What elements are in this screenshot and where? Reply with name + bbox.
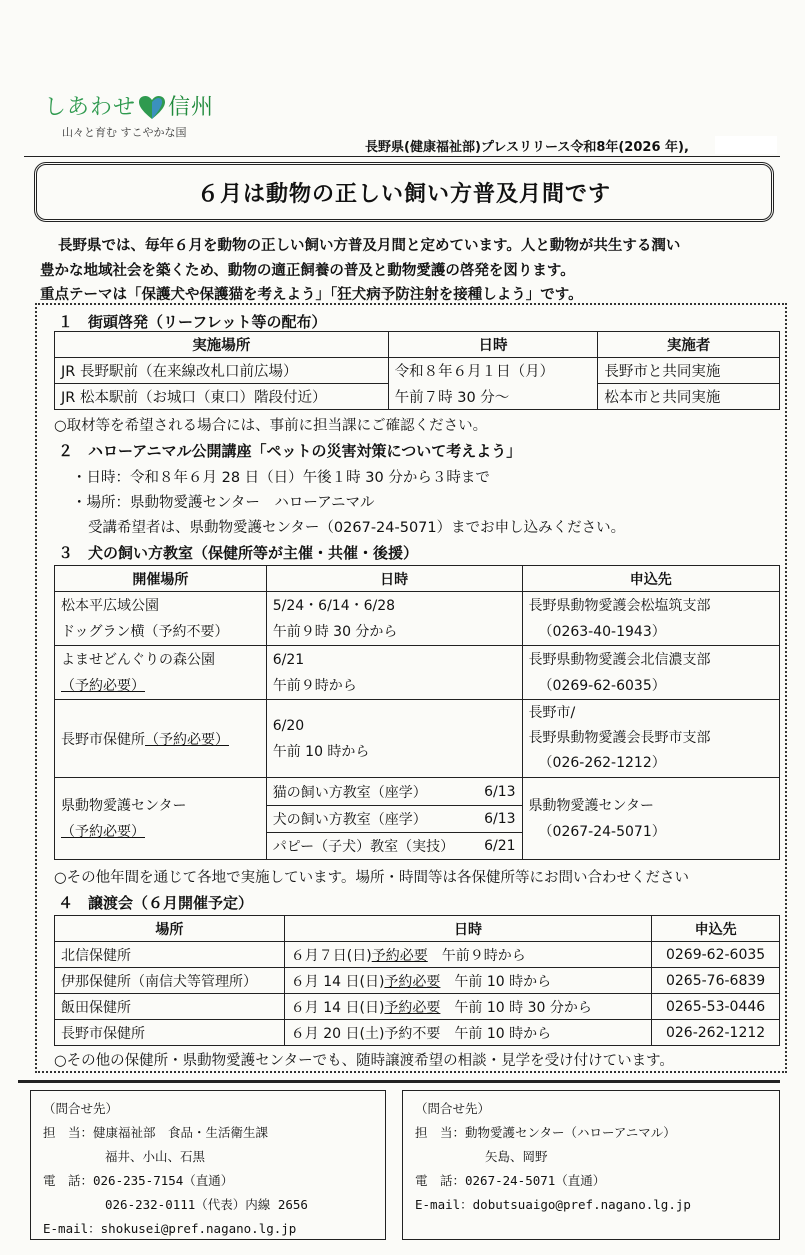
date-line: 午前 10 時から (272, 743, 370, 760)
section-2-apply: 受講希望者は、県動物愛護センター（0267-24-5071）までお申し込みください。 (88, 520, 626, 536)
header-cell: 申込先 (522, 566, 779, 592)
reservation-status: 予約必要 (384, 973, 441, 990)
table-cell (55, 646, 267, 700)
contact-names: 福井、小山、石黒 (105, 1149, 206, 1164)
logo-text-b: 信州 (168, 95, 215, 120)
event-day: ６月 14 日(日) (290, 973, 385, 990)
header-rule (24, 156, 780, 157)
contact-line: （026-262-1212） (538, 755, 666, 771)
section-2-date: ・日時：令和８年６月 28 日（日）午後１時 30 分から３時まで (72, 470, 490, 486)
table-cell: 松本市と共同実施 (598, 384, 780, 410)
event-time: 午前 10 時から (454, 973, 552, 990)
event-day: ６月 20 日(土) (290, 1025, 385, 1042)
table-row (55, 646, 780, 700)
table-row (55, 942, 780, 968)
table-cell (266, 700, 522, 778)
section-3-heading: ３ 犬の飼い方教室（保健所等が主催・共催・後援） (58, 544, 419, 562)
press-release-line: 長野県(健康福祉部)プレスリリース令和8年(2026 年), (365, 140, 689, 155)
table-cell: 0269-62-6035 (652, 942, 780, 968)
header-cell: 場所 (55, 916, 285, 942)
contact-line: 長野市/ (528, 705, 576, 721)
intro-line-3: 重点テーマは「保護犬や保護猫を考えよう」「狂犬病予防注射を接種しよう」です。 (40, 287, 583, 303)
table-cell (284, 1020, 651, 1046)
logo (44, 90, 214, 121)
event-time: 午前 10 時 30 分から (454, 999, 592, 1016)
table-row (55, 968, 780, 994)
intro-line-2: 豊かな地域社会を築くため、動物の適正飼養の普及と動物愛護の啓発を図ります。 (40, 263, 575, 279)
table-row (55, 592, 780, 646)
table-cell: 令和８年６月１日（月） (388, 358, 598, 384)
table-cell: 飯田保健所 (55, 994, 285, 1020)
place-line: 松本平広域公園 (61, 597, 159, 614)
table-cell: 026-262-1212 (652, 1020, 780, 1046)
contact-box-left (30, 1090, 386, 1240)
table-header-row (55, 916, 780, 942)
contact-line: 長野県動物愛護会長野市支部 (528, 730, 711, 746)
contact-line: 長野県動物愛護会松塩筑支部 (528, 597, 711, 614)
contact-line: 県動物愛護センター (528, 797, 654, 814)
contact-line: （0263-40-1943） (538, 623, 666, 640)
event-day: ６月 14 日(日) (290, 999, 385, 1016)
event-time: 午前９時から (441, 947, 526, 964)
table-cell (266, 646, 522, 700)
table-row (55, 358, 780, 384)
table-cell (266, 592, 522, 646)
place-line: （予約必要） (61, 823, 145, 840)
date-line: 午前９時から (272, 677, 357, 694)
class-row (267, 779, 522, 806)
contact-phone: 電 話：0267-24-5071（直通） (415, 1173, 606, 1188)
class-date: 6/13 (475, 779, 522, 806)
redacted-date (715, 136, 777, 154)
class-row (267, 805, 522, 832)
contact-line: （0267-24-5071） (538, 823, 666, 840)
header-cell: 申込先 (652, 916, 780, 942)
contact-person: 担 当：健康福祉部 食品・生活衛生課 (43, 1125, 269, 1140)
class-name: 猫の飼い方教室（座学） (267, 779, 475, 806)
header-cell: 実施場所 (55, 332, 389, 358)
class-date: 6/21 (475, 832, 522, 859)
table-cell (284, 994, 651, 1020)
class-name: パピー（子犬）教室（実技） (267, 832, 475, 859)
place-line: （予約必要） (61, 677, 145, 694)
intro-line-1: 長野県では、毎年６月を動物の正しい飼い方普及月間と定めています。人と動物が共生する潤い (58, 238, 681, 254)
table-cell (55, 778, 267, 860)
table-cell: JR 長野駅前（在来線改札口前広場） (55, 358, 389, 384)
section-1-table (54, 331, 780, 410)
section-2-place: ・場所：県動物愛護センター ハローアニマル (72, 495, 375, 511)
table-row (55, 700, 780, 778)
page-title: ６月は動物の正しい飼い方普及月間です (196, 181, 611, 207)
header-cell: 日時 (266, 566, 522, 592)
place-line: （予約必要） (145, 731, 229, 748)
contact-line: 長野県動物愛護会北信濃支部 (528, 651, 711, 668)
title-box (34, 162, 774, 222)
section-3-note: ○その他年間を通じて各地で実施しています。場所・時間等は各保健所等にお問い合わせください (54, 870, 689, 886)
contact-title: （問合せ先） (415, 1101, 491, 1116)
table-cell (55, 700, 267, 778)
logo-tagline: 山々と育む すこやかな国 (62, 126, 187, 139)
event-time: 午前 10 時から (454, 1025, 552, 1042)
header-cell: 実施者 (598, 332, 780, 358)
logo-text-a: しあわせ (44, 95, 137, 120)
contact-email[interactable]: E-mail：shokusei@pref.nagano.lg.jp (43, 1221, 297, 1236)
table-cell: 午前７時 30 分～ (388, 384, 598, 410)
date-line: 午前９時 30 分から (272, 623, 398, 640)
contact-email[interactable]: E-mail：dobutsuaigo@pref.nagano.lg.jp (415, 1197, 691, 1212)
class-date: 6/13 (475, 805, 522, 832)
place-line: 県動物愛護センター (61, 797, 187, 814)
contact-phone-2: 026-232-0111（代表）内線 2656 (105, 1197, 308, 1212)
heart-icon (138, 95, 166, 121)
table-cell: 長野市と共同実施 (598, 358, 780, 384)
table-row (55, 384, 780, 410)
contact-line: （0269-62-6035） (538, 677, 666, 694)
header-cell: 開催場所 (55, 566, 267, 592)
table-cell (522, 778, 779, 860)
table-cell (55, 592, 267, 646)
place-line: 長野市保健所 (61, 731, 145, 748)
section-2-heading: ２ ハローアニマル公開講座「ペットの災害対策について考えよう」 (58, 442, 522, 460)
place-line: ドッグラン横（予約不要） (61, 623, 229, 640)
reservation-status: 予約必要 (384, 999, 441, 1016)
table-cell (522, 700, 779, 778)
class-list (267, 779, 522, 859)
contact-phone: 電 話：026-235-7154（直通） (43, 1173, 234, 1188)
table-cell: 0265-53-0446 (652, 994, 780, 1020)
table-cell: 北信保健所 (55, 942, 285, 968)
class-row (267, 832, 522, 859)
table-cell (522, 646, 779, 700)
section-1-note: ○取材等を希望される場合には、事前に担当課にご確認ください。 (54, 418, 488, 434)
table-row (55, 1020, 780, 1046)
date-line: 6/20 (272, 717, 305, 734)
section-4-note: ○その他の保健所・県動物愛護センターでも、随時譲渡希望の相談・見学を受け付けています。 (54, 1053, 674, 1069)
section-4-heading: ４ 譲渡会（６月開催予定） (58, 894, 254, 912)
table-header-row (55, 566, 780, 592)
section-4-table (54, 915, 780, 1046)
table-cell (284, 968, 651, 994)
header-cell: 日時 (388, 332, 598, 358)
reservation-status: 予約必要 (371, 947, 428, 964)
table-cell (284, 942, 651, 968)
table-row (55, 994, 780, 1020)
table-cell: 0265-76-6839 (652, 968, 780, 994)
section-3-table (54, 565, 780, 860)
contact-box-right (402, 1090, 780, 1240)
table-cell: 長野市保健所 (55, 1020, 285, 1046)
event-day: ６月７日(日) (290, 947, 372, 964)
date-line: 6/21 (272, 651, 305, 668)
class-name: 犬の飼い方教室（座学） (267, 805, 475, 832)
contact-title: （問合せ先） (43, 1101, 119, 1116)
header-cell: 日時 (284, 916, 651, 942)
table-cell: 伊那保健所（南信犬等管理所） (55, 968, 285, 994)
section-1-heading: １ 街頭啓発（リーフレット等の配布） (58, 313, 327, 331)
table-row (55, 778, 780, 860)
footer-rule (18, 1080, 780, 1083)
table-cell (522, 592, 779, 646)
table-cell: JR 松本駅前（お城口（東口）階段付近） (55, 384, 389, 410)
place-line: よませどんぐりの森公園 (61, 651, 215, 668)
reservation-status: 予約不要 (384, 1025, 441, 1042)
contact-person: 担 当：動物愛護センター（ハローアニマル） (415, 1125, 676, 1140)
table-header-row (55, 332, 780, 358)
date-line: 5/24・6/14・6/28 (272, 597, 396, 614)
contact-names: 矢島、岡野 (485, 1149, 548, 1164)
table-cell (266, 778, 522, 860)
